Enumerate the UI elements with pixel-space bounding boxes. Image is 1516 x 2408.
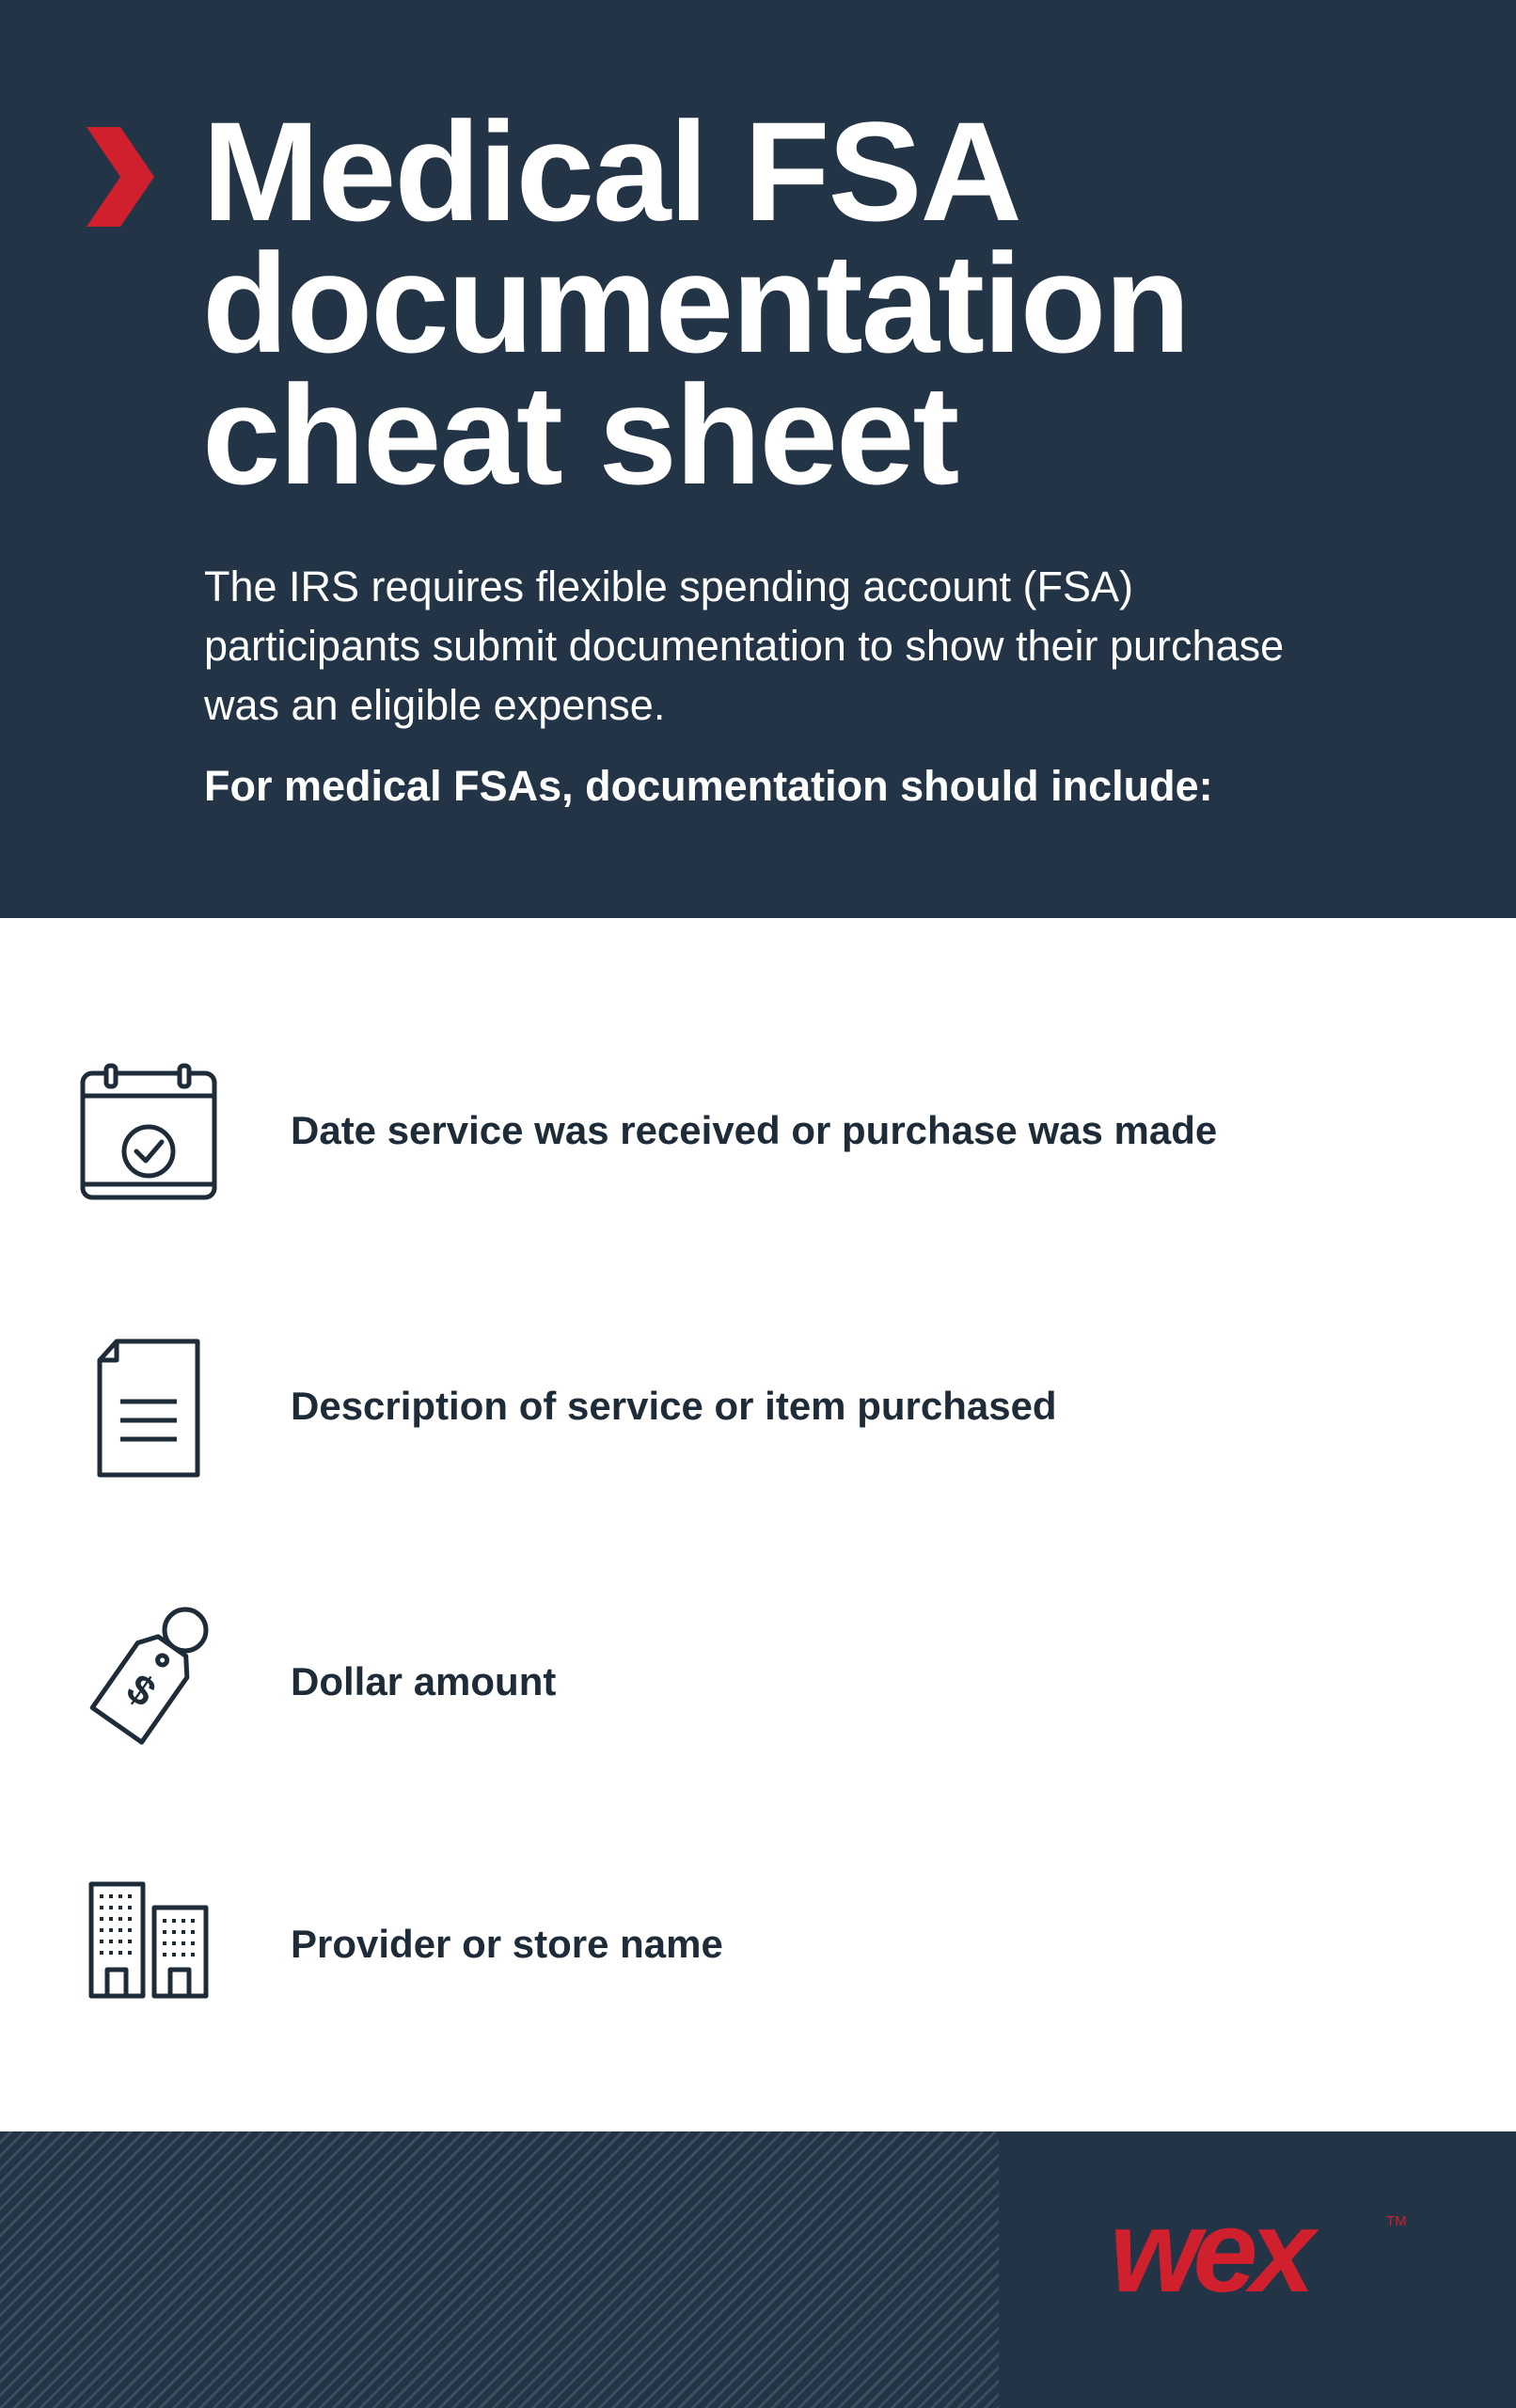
list-item (0, 1602, 1516, 1762)
logo-wordmark: wex (1110, 2207, 1308, 2301)
intro-paragraph: The IRS requires flexible spending account (FSA) participants submit documentation to show their purchase was an eligible expense. (204, 562, 1285, 729)
documentation-subhead: For medical FSAs, documentation should include: (204, 762, 1213, 810)
footer-band (0, 2131, 1516, 2408)
list-item-label: Provider or store name (291, 1922, 723, 1966)
header-banner (0, 0, 1516, 918)
list-item (0, 1051, 1516, 1211)
price-tag-icon (85, 1602, 216, 1752)
buildings-icon (87, 1881, 211, 1999)
title-line: cheat sheet (202, 356, 958, 514)
striped-pattern (0, 2131, 999, 2408)
wex-logo (1110, 2207, 1411, 2301)
calendar-check-icon (79, 1060, 220, 1201)
list-item-label: Date service was received or purchase was made (291, 1108, 1218, 1152)
title-line: documentation (202, 224, 1189, 382)
list-item (0, 1864, 1516, 2024)
chevron-right-icon (87, 127, 154, 227)
document-icon (92, 1334, 205, 1480)
list-item (0, 1326, 1516, 1486)
list-item-label: Dollar amount (291, 1659, 557, 1703)
title-line: Medical FSA (202, 92, 1020, 250)
page-title (202, 92, 1453, 514)
svg-text:$: $ (118, 1665, 165, 1717)
logo-trademark: TM (1386, 2213, 1407, 2229)
list-item-label: Description of service or item purchased (291, 1384, 1057, 1428)
